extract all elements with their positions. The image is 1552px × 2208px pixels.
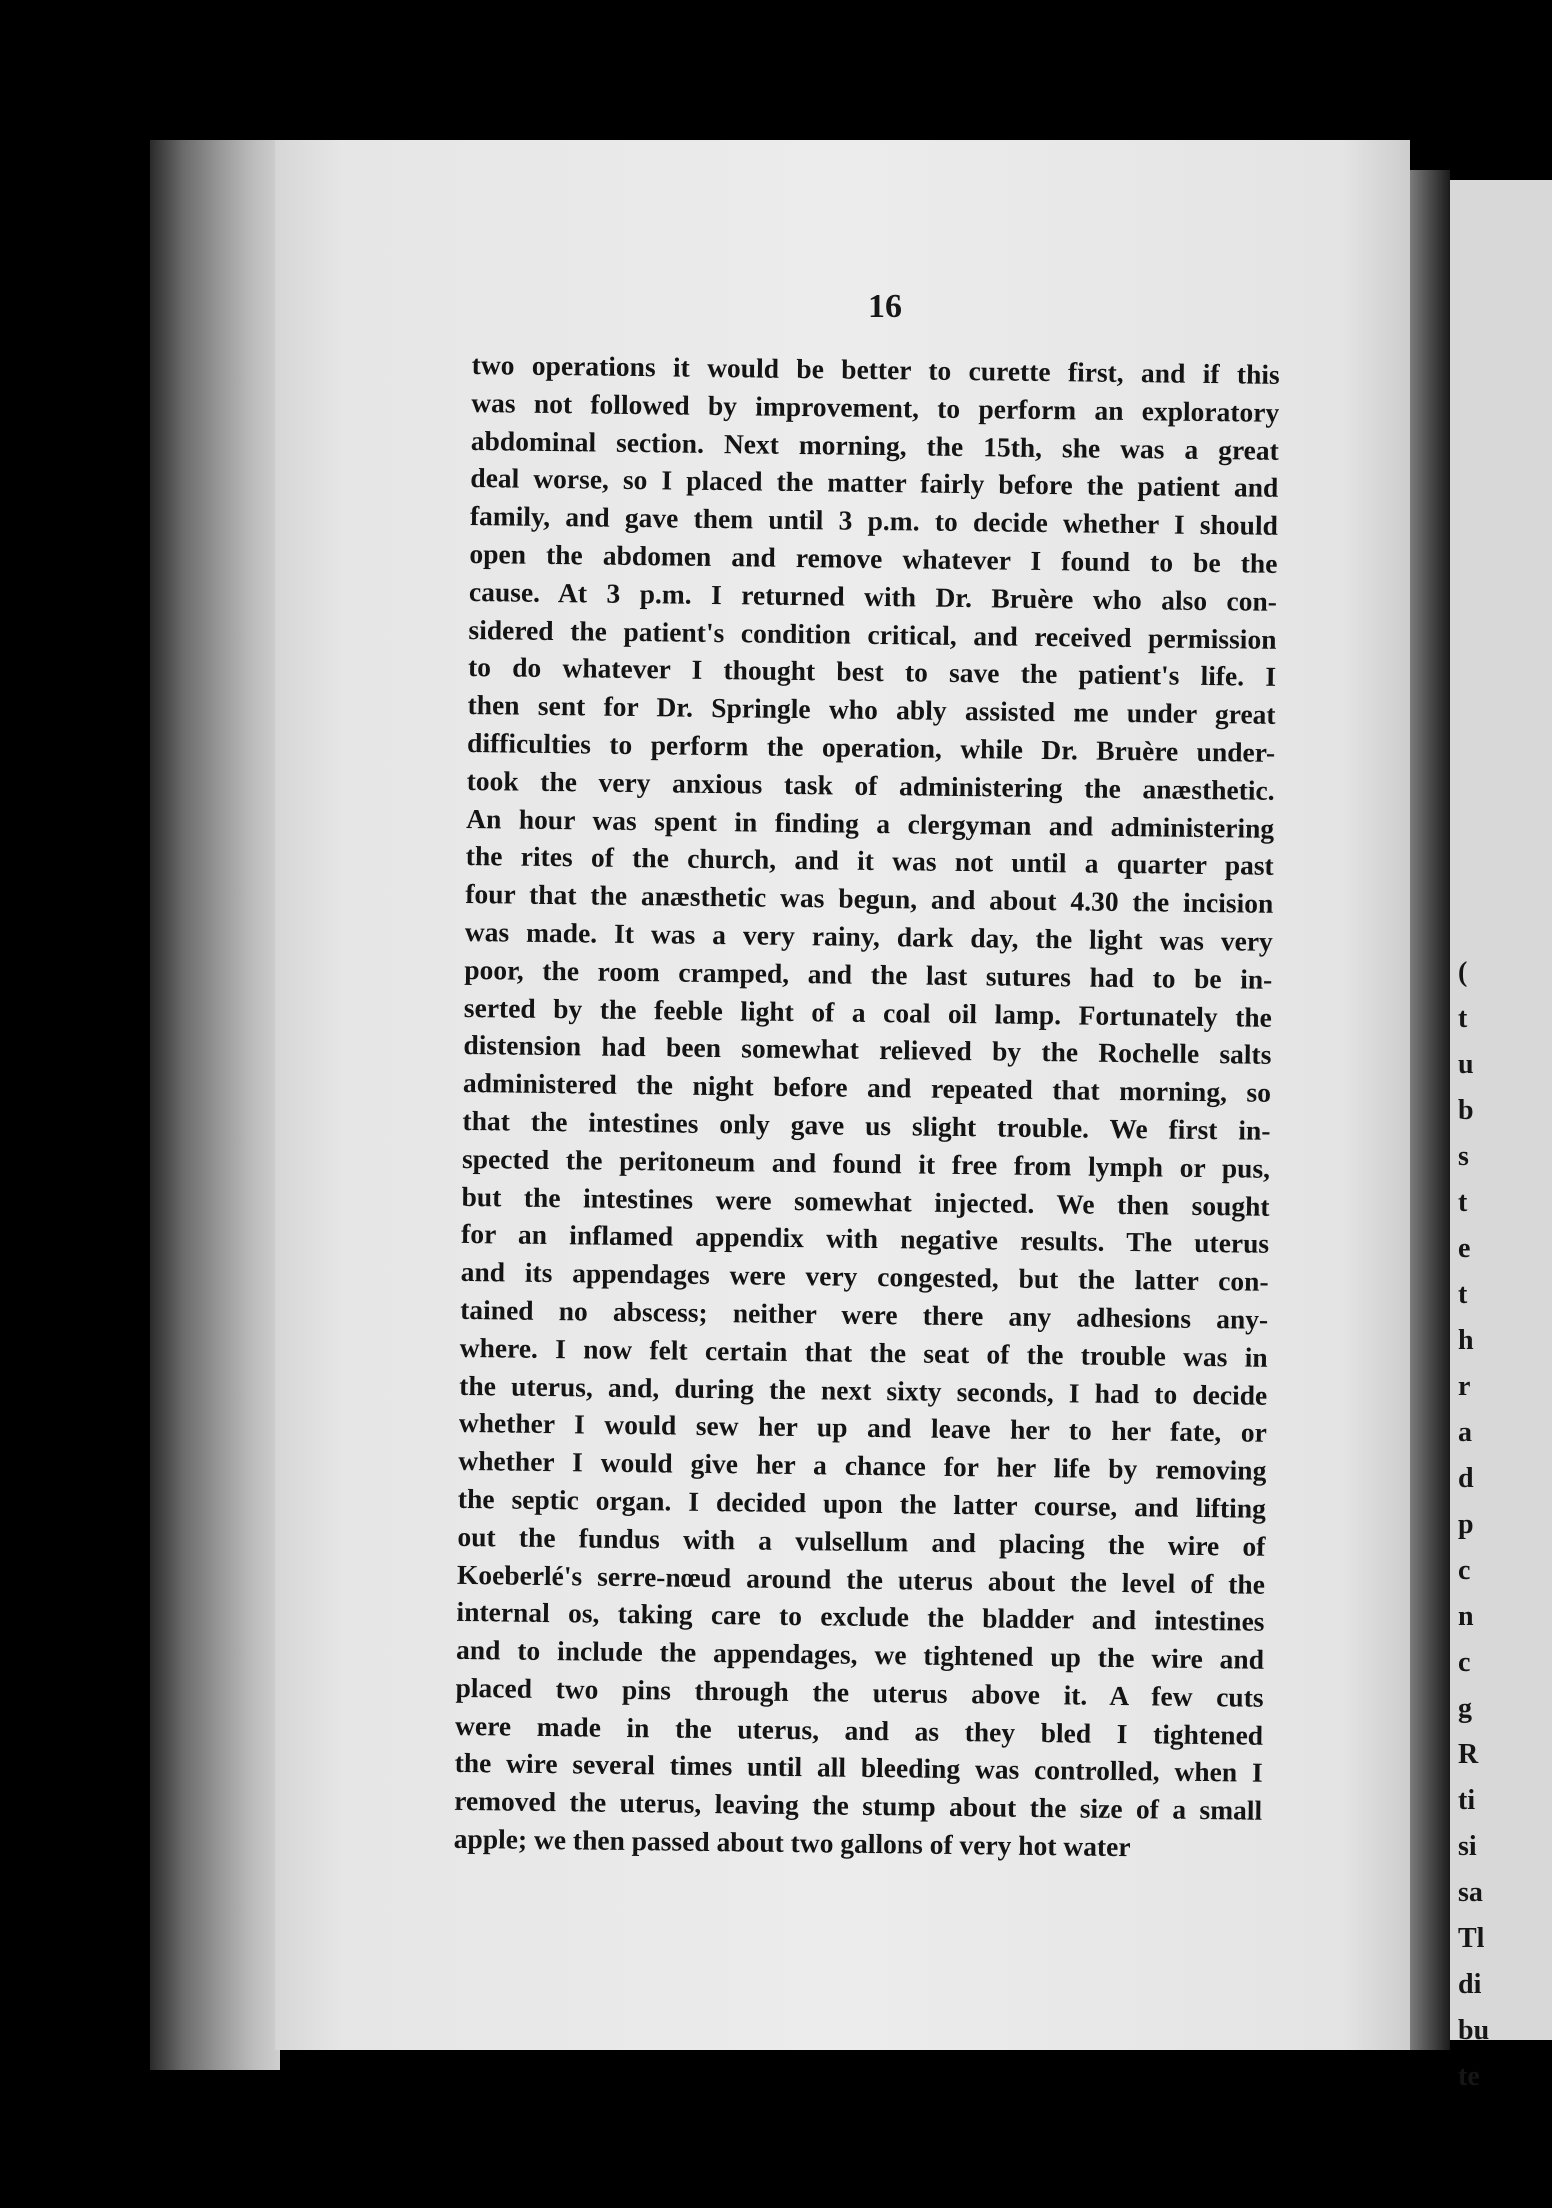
- text-line: to do whatever I thought best to save the patient's life. I: [467, 651, 1277, 693]
- next-page-fragment: e: [1458, 1233, 1471, 1264]
- text-line: apple; we then passed about two gallons of very hot water: [453, 1822, 1131, 1863]
- next-page-fragment: c: [1458, 1647, 1471, 1678]
- text-line: family, and gave them until 3 p.m. to decide whether I should: [469, 500, 1279, 542]
- text-line: sidered the patient's condition critical, and received permission: [468, 613, 1277, 655]
- text-line: that the intestines only gave us slight trouble. We first in-: [462, 1104, 1271, 1146]
- next-page-fragment: c: [1458, 1555, 1471, 1586]
- next-page-fragment: t: [1458, 1187, 1468, 1218]
- text-line: out the fundus with a vulsellum and placing the wire of: [457, 1520, 1266, 1562]
- next-page-fragment: (: [1458, 957, 1468, 988]
- next-page-fragments: [1458, 950, 1489, 2100]
- text-line: whether I would give her a chance for her life by removing: [458, 1445, 1267, 1486]
- text-line: was made. It was a very rainy, dark day, the light was very: [464, 915, 1273, 957]
- text-line: placed two pins through the uterus above it. A few cuts: [455, 1671, 1264, 1713]
- text-line: serted by the feeble light of a coal oil lamp. Fortunately the: [463, 991, 1273, 1033]
- next-page-fragment: si: [1458, 1831, 1477, 1862]
- next-page-edge: [1450, 180, 1552, 2092]
- next-page-fragment: g: [1458, 1693, 1472, 1724]
- text-line: Koeberlé's serre-nœud around the uterus about the level of the: [456, 1558, 1266, 1600]
- page-text: [454, 346, 1280, 1868]
- next-page-fragment: di: [1458, 1969, 1482, 2000]
- next-page-fragment: ti: [1458, 1785, 1476, 1816]
- next-page-fragment: Tl: [1458, 1923, 1485, 1954]
- text-line: tained no abscess; neither were there any adhesions any-: [460, 1293, 1269, 1335]
- text-line: administered the night before and repeated that morning, so: [462, 1067, 1272, 1108]
- next-page-fragment: d: [1458, 1463, 1474, 1494]
- next-page-fragment: a: [1458, 1417, 1472, 1448]
- next-page-fragment: R: [1458, 1739, 1479, 1770]
- text-line: took the very anxious task of administering the anæsthetic.: [466, 764, 1275, 806]
- text-line: then sent for Dr. Springle who ably assisted me under great: [467, 689, 1276, 731]
- next-page-fragment: b: [1458, 1095, 1474, 1126]
- text-line: cause. At 3 p.m. I returned with Dr. Bruère who also con-: [468, 575, 1278, 617]
- text-line: the rites of the church, and it was not until a quarter past: [465, 840, 1274, 882]
- next-page-fragment: u: [1458, 1049, 1474, 1080]
- next-page-fragment: t: [1458, 1003, 1468, 1034]
- text-line: the wire several times until all bleeding was controlled, when I: [454, 1747, 1263, 1789]
- next-page-fragment: n: [1458, 1601, 1474, 1632]
- next-page-fragment: sa: [1458, 1877, 1483, 1908]
- text-line: difficulties to perform the operation, while Dr. Bruère under-: [466, 726, 1276, 768]
- text-line: but the intestines were somewhat injected. We then sought: [461, 1180, 1270, 1222]
- page-number: 16: [868, 288, 902, 325]
- text-line: the uterus, and, during the next sixty seconds, I had to decide: [459, 1369, 1268, 1411]
- text-line: distension had been somewhat relieved by the Rochelle salts: [463, 1029, 1272, 1071]
- book-gutter: [1410, 170, 1450, 2050]
- text-line: four that the anæsthetic was begun, and about 4.30 the incision: [465, 878, 1274, 919]
- text-line: deal worse, so I placed the matter fairly before the patient and: [470, 462, 1279, 504]
- next-page-fragment: p: [1458, 1509, 1474, 1540]
- next-page-fragment: te: [1458, 2061, 1480, 2092]
- text-line: abdominal section. Next morning, the 15th, she was a great: [470, 424, 1279, 466]
- left-page-edges: [150, 140, 280, 2070]
- text-line: removed the uterus, leaving the stump about the size of a small: [454, 1785, 1263, 1827]
- text-line: two operations it would be better to curette first, and if this: [471, 348, 1280, 390]
- text-line: and to include the appendages, we tightened up the wire and: [455, 1633, 1265, 1675]
- text-line: poor, the room cramped, and the last sutures had to be in-: [464, 953, 1273, 995]
- next-page-fragment: bu: [1458, 2015, 1490, 2046]
- next-page-fragment: h: [1458, 1325, 1474, 1356]
- text-line: the septic organ. I decided upon the latter course, and lifting: [457, 1482, 1267, 1524]
- text-line: for an inflamed appendix with negative results. The uterus: [460, 1218, 1270, 1260]
- text-line: spected the peritoneum and found it free from lymph or pus,: [461, 1142, 1271, 1184]
- next-page-fragment: r: [1458, 1371, 1471, 1402]
- next-page-fragment: s: [1458, 1141, 1469, 1172]
- text-line: An hour was spent in finding a clergyman and administering: [466, 802, 1275, 844]
- text-line: and its appendages were very congested, but the latter con-: [460, 1256, 1269, 1297]
- text-line: internal os, taking care to exclude the bladder and intestines: [456, 1596, 1265, 1638]
- next-page-fragment: t: [1458, 1279, 1468, 1310]
- text-line: open the abdomen and remove whatever I found to be the: [469, 537, 1278, 579]
- text-line: whether I would sew her up and leave her to her fate, or: [458, 1407, 1267, 1449]
- text-line: was not followed by improvement, to perform an exploratory: [471, 386, 1280, 428]
- text-line: were made in the uterus, and as they bled I tightened: [454, 1709, 1264, 1751]
- text-line: where. I now felt certain that the seat of the trouble was in: [459, 1331, 1268, 1373]
